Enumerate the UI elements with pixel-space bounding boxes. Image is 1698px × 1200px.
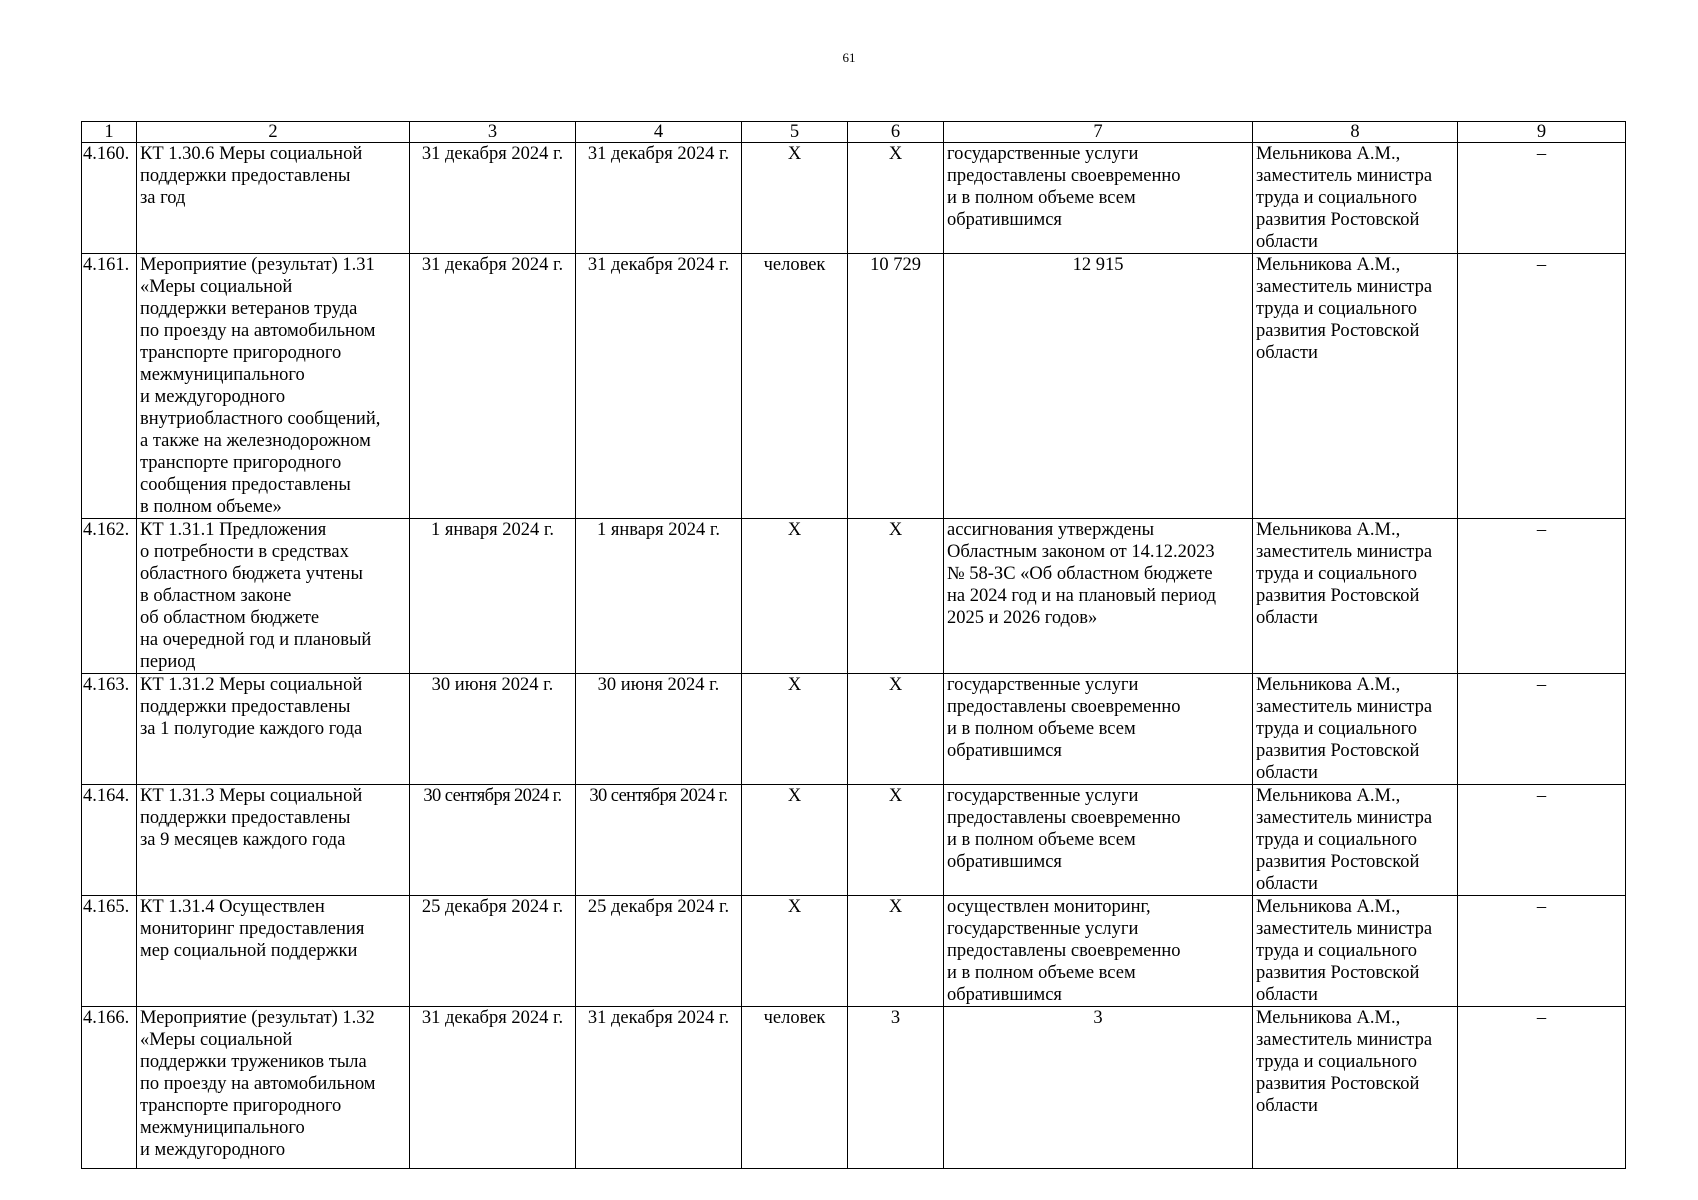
result-description: государственные услуги предоставлены своевременно и в полном объеме всем обратившимся: [944, 674, 1253, 785]
event-name: КТ 1.31.3 Меры социальной поддержки предоставлены за 9 месяцев каждого года: [137, 785, 410, 896]
row-number: 4.164.: [82, 785, 137, 896]
plan-value: Х: [848, 674, 944, 785]
column-header: 6: [848, 122, 944, 143]
event-name: Мероприятие (результат) 1.32 «Меры социальной поддержки тружеников тыла по проезду на автомобильном транспорте пригородного межмуниципального и междугородного: [137, 1007, 410, 1169]
end-date: 31 декабря 2024 г.: [576, 1007, 742, 1169]
result-description: государственные услуги предоставлены своевременно и в полном объеме всем обратившимся: [944, 785, 1253, 896]
start-date: 31 декабря 2024 г.: [410, 1007, 576, 1169]
unit: человек: [742, 1007, 848, 1169]
row-number: 4.161.: [82, 254, 137, 519]
plan-value: Х: [848, 143, 944, 254]
column-header: 4: [576, 122, 742, 143]
end-date: 30 июня 2024 г.: [576, 674, 742, 785]
table-row: [82, 785, 1626, 896]
column-header: 1: [82, 122, 137, 143]
note: –: [1458, 143, 1626, 254]
header-row: [82, 122, 1626, 143]
start-date: 1 января 2024 г.: [410, 519, 576, 674]
result-description: осуществлен мониторинг, государственные услуги предоставлены своевременно и в полном объеме всем обратившимся: [944, 896, 1253, 1007]
table-row: [82, 674, 1626, 785]
end-date: 25 декабря 2024 г.: [576, 896, 742, 1007]
column-header: 3: [410, 122, 576, 143]
unit: Х: [742, 143, 848, 254]
note: –: [1458, 674, 1626, 785]
plan-value: 10 729: [848, 254, 944, 519]
note: –: [1458, 519, 1626, 674]
data-table: [81, 121, 1626, 1169]
unit: Х: [742, 674, 848, 785]
event-name: Мероприятие (результат) 1.31 «Меры социальной поддержки ветеранов труда по проезду на автомобильном транспорте пригородного межмуниципального и междугородного внутриобластного сообщений, а также на железнодорожном транспорте пригородного сообщения предоставлены в полном объеме»: [137, 254, 410, 519]
start-date: 30 сентября 2024 г.: [410, 785, 576, 896]
start-date: 31 декабря 2024 г.: [410, 254, 576, 519]
event-name: КТ 1.31.4 Осуществлен мониторинг предоставления мер социальной поддержки: [137, 896, 410, 1007]
column-header: 2: [137, 122, 410, 143]
unit: Х: [742, 896, 848, 1007]
unit: человек: [742, 254, 848, 519]
start-date: 31 декабря 2024 г.: [410, 143, 576, 254]
table-row: [82, 143, 1626, 254]
row-number: 4.160.: [82, 143, 137, 254]
row-number: 4.163.: [82, 674, 137, 785]
start-date: 25 декабря 2024 г.: [410, 896, 576, 1007]
column-header: 7: [944, 122, 1253, 143]
column-header: 9: [1458, 122, 1626, 143]
plan-value: Х: [848, 785, 944, 896]
responsible-person: Мельникова А.М., заместитель министра труда и социального развития Ростовской области: [1253, 254, 1458, 519]
result-description: государственные услуги предоставлены своевременно и в полном объеме всем обратившимся: [944, 143, 1253, 254]
responsible-person: Мельникова А.М., заместитель министра труда и социального развития Ростовской области: [1253, 896, 1458, 1007]
column-header: 8: [1253, 122, 1458, 143]
table-row: [82, 254, 1626, 519]
responsible-person: Мельникова А.М., заместитель министра труда и социального развития Ростовской области: [1253, 785, 1458, 896]
row-number: 4.166.: [82, 1007, 137, 1169]
responsible-person: Мельникова А.М., заместитель министра труда и социального развития Ростовской области: [1253, 674, 1458, 785]
end-date: 30 сентября 2024 г.: [576, 785, 742, 896]
responsible-person: Мельникова А.М., заместитель министра труда и социального развития Ростовской области: [1253, 519, 1458, 674]
row-number: 4.162.: [82, 519, 137, 674]
plan-value: Х: [848, 896, 944, 1007]
event-name: КТ 1.31.2 Меры социальной поддержки предоставлены за 1 полугодие каждого года: [137, 674, 410, 785]
table-row: [82, 1007, 1626, 1169]
result-description: 3: [944, 1007, 1253, 1169]
result-description: ассигнования утверждены Областным законом от 14.12.2023 № 58-ЗС «Об областном бюджете на 2024 год и на плановый период 2025 и 2026 годов»: [944, 519, 1253, 674]
responsible-person: Мельникова А.М., заместитель министра труда и социального развития Ростовской области: [1253, 143, 1458, 254]
unit: Х: [742, 519, 848, 674]
plan-value: Х: [848, 519, 944, 674]
note: –: [1458, 896, 1626, 1007]
row-number: 4.165.: [82, 896, 137, 1007]
column-header: 5: [742, 122, 848, 143]
end-date: 31 декабря 2024 г.: [576, 143, 742, 254]
event-name: КТ 1.31.1 Предложения о потребности в средствах областного бюджета учтены в областном законе об областном бюджете на очередной год и плановый период: [137, 519, 410, 674]
event-name: КТ 1.30.6 Меры социальной поддержки предоставлены за год: [137, 143, 410, 254]
result-description: 12 915: [944, 254, 1253, 519]
end-date: 31 декабря 2024 г.: [576, 254, 742, 519]
responsible-person: Мельникова А.М., заместитель министра труда и социального развития Ростовской области: [1253, 1007, 1458, 1169]
page-number: 61: [842, 50, 856, 65]
note: –: [1458, 254, 1626, 519]
note: –: [1458, 1007, 1626, 1169]
plan-value: 3: [848, 1007, 944, 1169]
start-date: 30 июня 2024 г.: [410, 674, 576, 785]
table-row: [82, 519, 1626, 674]
end-date: 1 января 2024 г.: [576, 519, 742, 674]
note: –: [1458, 785, 1626, 896]
unit: Х: [742, 785, 848, 896]
table-row: [82, 896, 1626, 1007]
